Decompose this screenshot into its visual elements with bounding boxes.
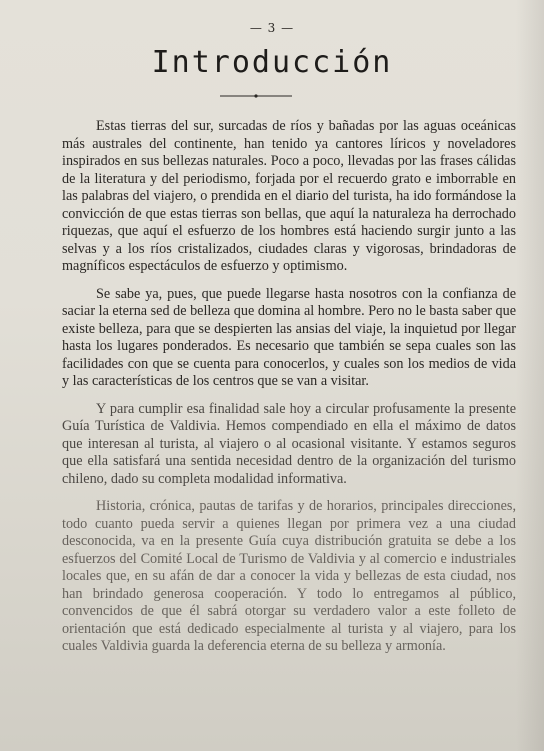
paragraph-1: Estas tierras del sur, surcadas de ríos y bañadas por las aguas oceánicas más australes del continente, han tenido ya cantores líricos y noveladores inspirados en sus bellezas naturales. Poco a poco, llevadas por las frases cálidas de la literatura y del periodismo, forjada por el recuerdo grato e imborrable en las palabras del viajero, o prendida en el diario del turista, ha ido formándose la convicción de que estas tierras son bellas, que aquí la naturaleza ha derrochado riquezas, que aquí el esfuerzo de los hombres está haciendo surgir junto a las selvas y a los ríos cristalizados, ciudades claras y vigorosas, brindadoras de magníficos espectáculos de esfuerzo y optimismo. xyxy=(62,118,516,274)
page-title: Introducción xyxy=(151,45,393,80)
page-number: — 3 — xyxy=(249,21,295,35)
paragraph-4: Historia, crónica, pautas de tarifas y de horarios, principales direcciones, todo cuanto pueda servir a quienes llegan por primera vez a una ciudad desconocida, va en la presente Guía cuya distribución gratuita se debe a los esfuerzos del Comité Local de Turismo de Valdivia y al comercio e industriales locales que, en su afán de dar a conocer la vida y bellezas de esta ciudad, nos han brindado generosa cooperación. Y todo lo entregamos al público, convencidos de que él sabrá otorgar su verdadero valor a este folleto de orientación que está dedicado especialmente al turista y al viajero, para los cuales Valdivia guarda la deferencia eterna de su belleza y armonía. xyxy=(62,498,516,654)
introduction-body xyxy=(62,118,516,666)
paragraph-3: Y para cumplir esa finalidad sale hoy a circular profusamente la presente Guía Turística de Valdivia. Hemos compendiado en ella el máximo de datos que interesan al turista, al viajero o al ocasional visitante. Y estamos seguros que ella satisfará una sentida necesidad dentro de la organización del turismo chileno, dado su completa modalidad informativa. xyxy=(62,400,516,487)
title-ornament xyxy=(220,94,292,98)
page-edge-shadow xyxy=(516,0,544,751)
paragraph-2: Se sabe ya, pues, que puede llegarse hasta nosotros con la confianza de saciar la eterna sed de belleza que domina al hombre. Pero no le basta saber que existe belleza, para que se despierten las ansias del viaje, la inquietud por llegar hasta los lugares ponderados. Es necesario que también se sepa cuales son las facilidades con que se cuenta para conocerlos, y cuales son los medios de vida y las características de los centros que se van a visitar. xyxy=(62,285,516,389)
